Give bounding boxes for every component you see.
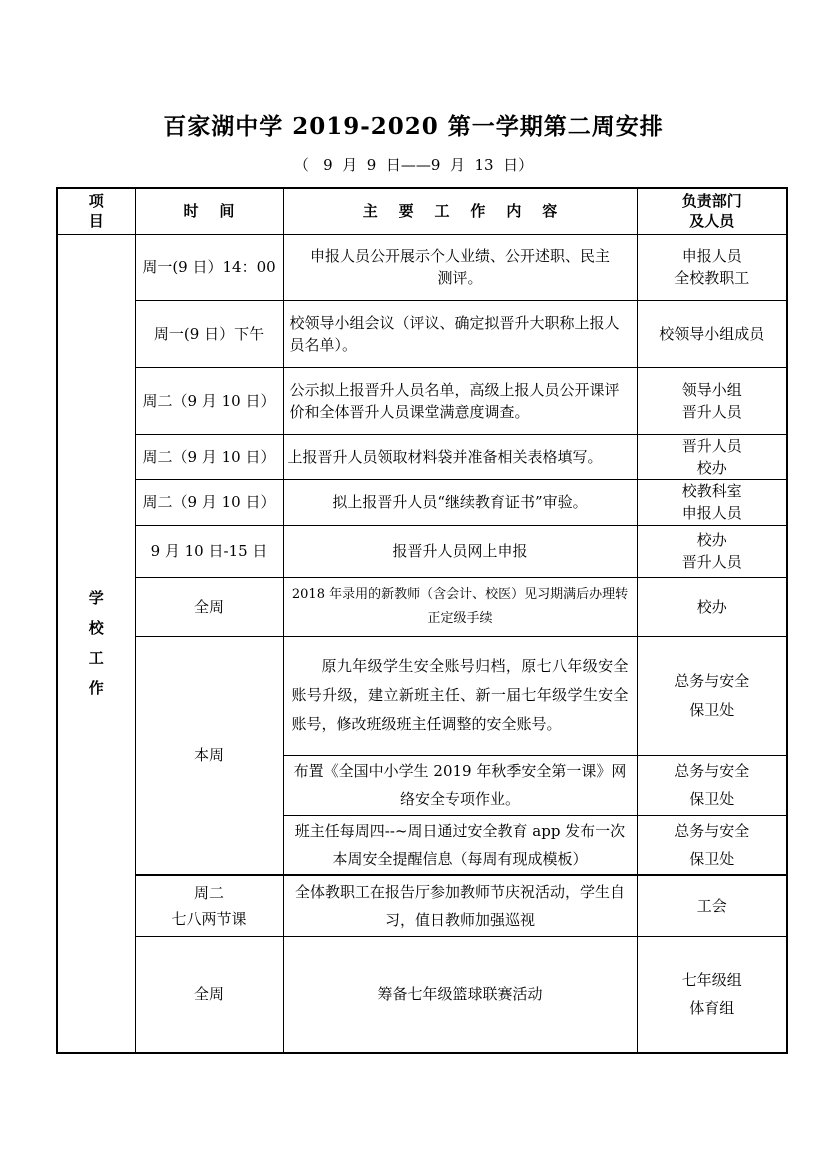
date-range: （ 9 月 9 日——9 月 13 日） bbox=[293, 156, 534, 174]
row-person: 七年级组 体育组 bbox=[637, 936, 787, 1053]
row-person: 校办 bbox=[637, 577, 787, 636]
header-row bbox=[57, 188, 787, 234]
row-content: 全体教职工在报告厅参加教师节庆祝活动，学生自习，值日教师加强巡视 bbox=[283, 875, 637, 936]
row-time: 9 月 10 日-15 日 bbox=[135, 525, 283, 577]
row-time: 周二（9 月 10 日） bbox=[135, 479, 283, 525]
header-person: 负责部门 及人员 bbox=[637, 188, 787, 234]
row-content: 上报晋升人员领取材料袋并准备相关表格填写。 bbox=[283, 434, 637, 479]
table-row bbox=[57, 367, 787, 434]
row-time: 周二（9 月 10 日） bbox=[135, 367, 283, 434]
row-time: 周一(9 日）14：00 bbox=[135, 234, 283, 300]
header-content: 主 要 工 作 内 容 bbox=[283, 188, 637, 234]
row-content: 原九年级学生安全账号归档，原七八年级安全账号升级，建立新班主任、新一届七年级学生安全账号，修改班级班主任调整的安全账号。 bbox=[283, 636, 637, 755]
row-content: 申报人员公开展示个人业绩、公开述职、民主测评。 bbox=[283, 234, 637, 300]
row-time: 全周 bbox=[135, 577, 283, 636]
table-row bbox=[57, 525, 787, 577]
row-time: 周二 七八两节课 bbox=[135, 875, 283, 936]
row-person: 校领导小组成员 bbox=[637, 300, 787, 367]
table-row bbox=[57, 636, 787, 755]
table-row bbox=[57, 300, 787, 367]
row-content: 筹备七年级篮球联赛活动 bbox=[283, 936, 637, 1053]
table-row bbox=[57, 479, 787, 525]
row-content: 班主任每周四--~周日通过安全教育 app 发布一次本周安全提醒信息（每周有现成模板） bbox=[283, 815, 637, 875]
table-row bbox=[57, 434, 787, 479]
row-time: 周一(9 日）下午 bbox=[135, 300, 283, 367]
table-row bbox=[57, 936, 787, 1053]
table-row bbox=[57, 577, 787, 636]
row-content: 公示拟上报晋升人员名单，高级上报人员公开课评价和全体晋升人员课堂满意度调查。 bbox=[283, 367, 637, 434]
row-time: 全周 bbox=[135, 936, 283, 1053]
row-content: 布置《全国中小学生 2019 年秋季安全第一课》网络安全专项作业。 bbox=[283, 755, 637, 815]
table-row bbox=[57, 875, 787, 936]
table-row bbox=[57, 234, 787, 300]
row-person: 总务与安全 保卫处 bbox=[637, 755, 787, 815]
page-title: 百家湖中学 2019-2020 第一学期第二周安排 bbox=[163, 113, 664, 140]
row-time: 周二（9 月 10 日） bbox=[135, 434, 283, 479]
row-content: 校领导小组会议（评议、确定拟晋升大职称上报人员名单）。 bbox=[283, 300, 637, 367]
row-content: 报晋升人员网上申报 bbox=[283, 525, 637, 577]
row-time: 本周 bbox=[135, 636, 283, 875]
header-time: 时 间 bbox=[135, 188, 283, 234]
row-content: 2018 年录用的新教师（含会计、校医）见习期满后办理转正定级手续 bbox=[283, 577, 637, 636]
row-person: 领导小组 晋升人员 bbox=[637, 367, 787, 434]
row-person: 校办 晋升人员 bbox=[637, 525, 787, 577]
schedule-table bbox=[56, 187, 788, 1054]
header-category: 项 目 bbox=[57, 188, 135, 234]
row-person: 晋升人员 校办 bbox=[637, 434, 787, 479]
row-person: 工会 bbox=[637, 875, 787, 936]
row-person: 申报人员 全校教职工 bbox=[637, 234, 787, 300]
category-school-work: 学 校 工 作 bbox=[57, 234, 135, 1053]
row-person: 总务与安全 保卫处 bbox=[637, 636, 787, 755]
row-person: 总务与安全 保卫处 bbox=[637, 815, 787, 875]
row-content: 拟上报晋升人员“继续教育证书”审验。 bbox=[283, 479, 637, 525]
row-person: 校教科室 申报人员 bbox=[637, 479, 787, 525]
